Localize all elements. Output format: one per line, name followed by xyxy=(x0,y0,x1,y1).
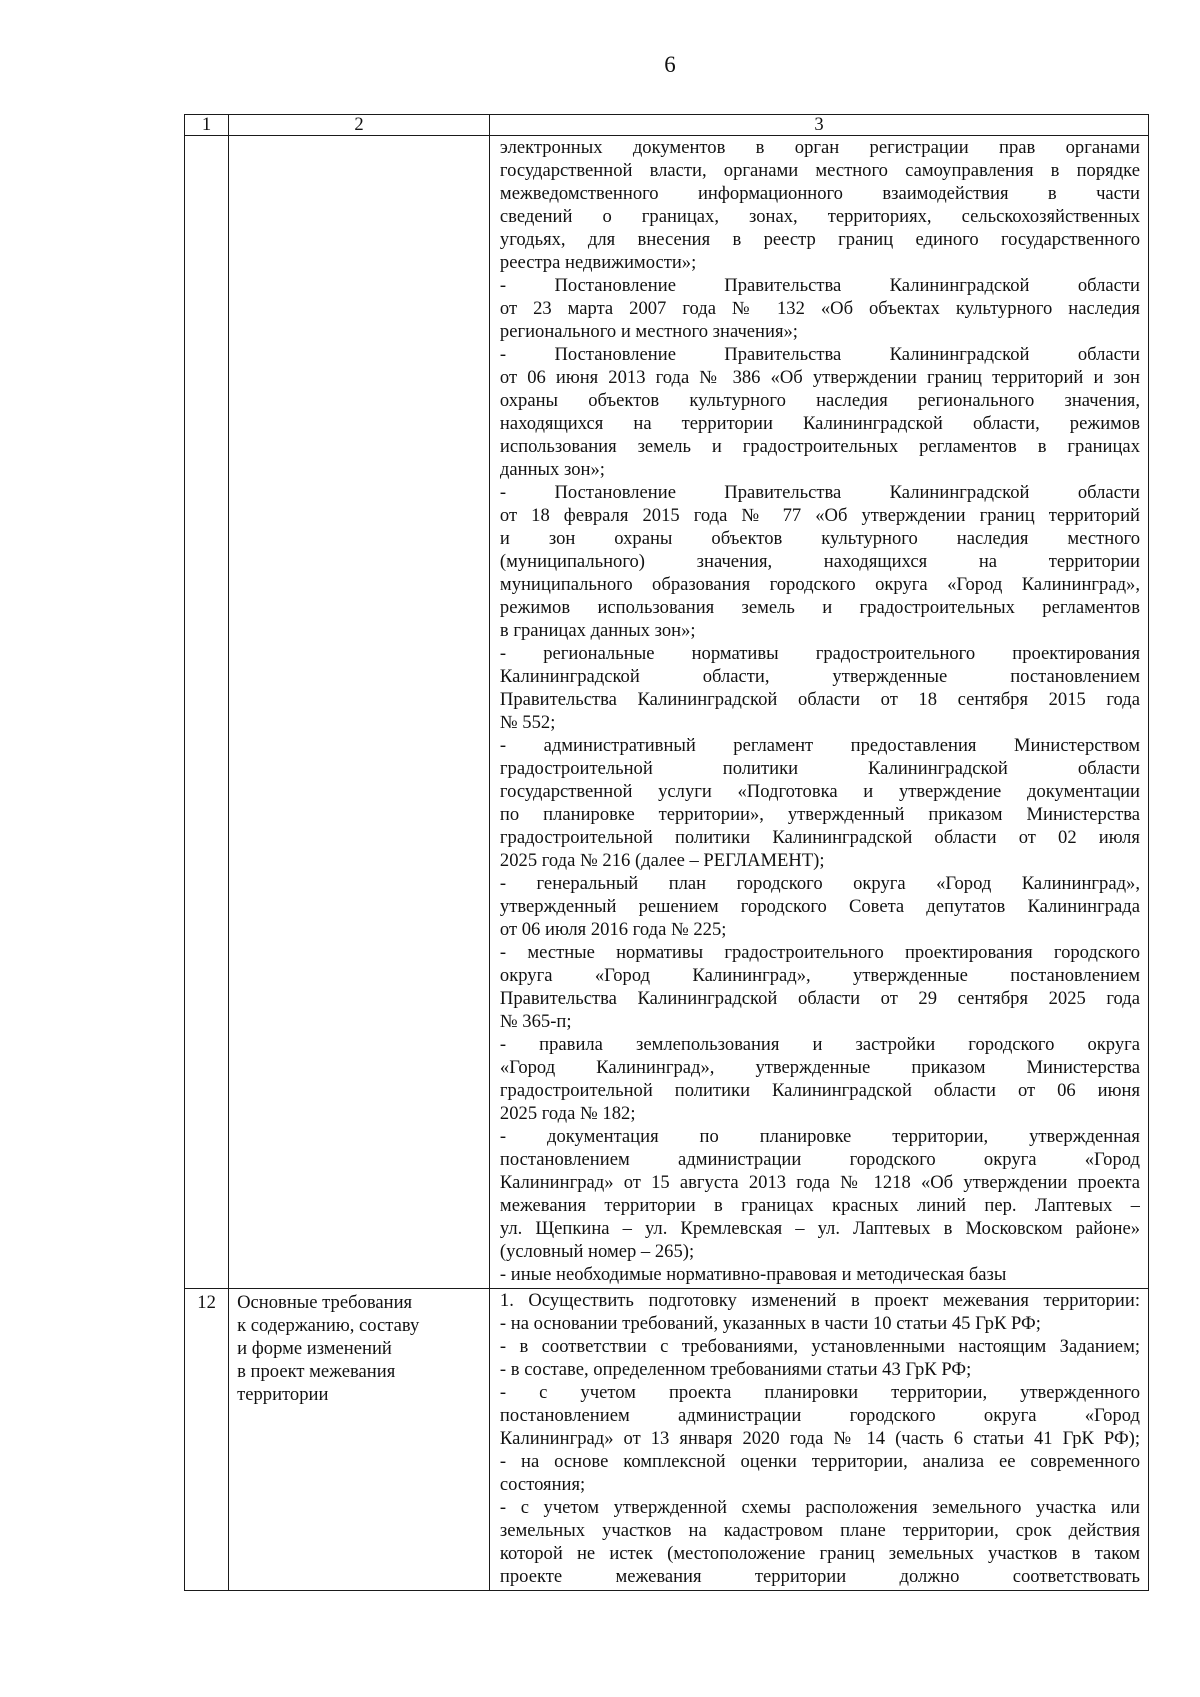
content-text-line: № 365-п; xyxy=(499,1011,572,1032)
page-number: 6 xyxy=(664,52,676,77)
content-text-line: Правительства Калининградской области от 29 сентября 2025 года xyxy=(499,988,1140,1009)
content-text-line: находящихся на территории Калининградской области, режимов xyxy=(499,413,1140,434)
requirements-table xyxy=(184,114,1149,1591)
content-text-line: постановлением администрации городского округа «Город xyxy=(499,1149,1140,1170)
content-text-line: сведений о границах, зонах, территориях, сельскохозяйственных xyxy=(499,206,1140,227)
content-text-line: данных зон»; xyxy=(499,459,605,480)
table-header-row xyxy=(185,115,1149,136)
content-text-line: - в соответствии с требованиями, установленными настоящим Заданием; xyxy=(499,1336,1140,1357)
content-text-line: - правила землепользования и застройки городского округа xyxy=(499,1034,1140,1055)
content-text-line: - Постановление Правительства Калининградской области xyxy=(499,344,1140,365)
column-header-2: 2 xyxy=(229,115,490,136)
content-text-line: - Постановление Правительства Калининградской области xyxy=(499,482,1140,503)
content-text-line: - с учетом утвержденной схемы расположения земельного участка или xyxy=(499,1497,1140,1518)
content-text-line: и зон охраны объектов культурного наследия местного xyxy=(499,528,1140,549)
content-text-line: регионального и местного значения»; xyxy=(499,321,798,342)
content-text-line: использования земель и градостроительных регламентов в границах xyxy=(499,436,1140,457)
content-text-line: государственной власти, органами местного самоуправления в порядке xyxy=(499,160,1140,181)
requirement-title-line: территории xyxy=(237,1384,329,1405)
requirement-title-cell xyxy=(229,136,490,1289)
content-text-line: проекте межевания территории должно соответствовать xyxy=(499,1566,1140,1587)
requirement-content-cell xyxy=(489,136,1148,1289)
content-text-line: от 18 февраля 2015 года № 77 «Об утверждении границ территорий xyxy=(499,505,1140,526)
content-text-line: земельных участков на кадастровом плане территории, срок действия xyxy=(499,1520,1140,1541)
content-text-line: Правительства Калининградской области от 18 сентября 2015 года xyxy=(499,689,1140,710)
content-text-line: (муниципального) значения, находящихся на территории xyxy=(499,551,1140,572)
content-text-line: по планировке территории», утвержденный приказом Министерства xyxy=(499,804,1140,825)
content-text-line: муниципального образования городского округа «Город Калининград», xyxy=(499,574,1140,595)
content-text-line: ул. Щепкина – ул. Кремлевская – ул. Лаптевых в Московском районе» xyxy=(499,1218,1140,1239)
content-text-line: - административный регламент предоставления Министерством xyxy=(499,735,1140,756)
content-text-line: межевания территории в границах красных линий пер. Лаптевых – xyxy=(499,1195,1140,1216)
content-text-line: охраны объектов культурного наследия регионального значения, xyxy=(499,390,1140,411)
content-text-line: угодьях, для внесения в реестр границ единого государственного xyxy=(499,229,1140,250)
content-text-line: (условный номер – 265); xyxy=(499,1241,695,1262)
content-text-line: от 06 июля 2016 года № 225; xyxy=(499,919,727,940)
requirement-title-line: к содержанию, составу xyxy=(237,1315,420,1336)
content-text-line: постановлением администрации городского округа «Город xyxy=(499,1405,1140,1426)
content-text-line: 2025 года № 216 (далее – РЕГЛАМЕНТ); xyxy=(499,850,825,871)
content-text-line: - на основе комплексной оценки территории, анализа ее современного xyxy=(499,1451,1140,1472)
table-row xyxy=(185,1289,1149,1591)
content-text-line: - региональные нормативы градостроительного проектирования xyxy=(499,643,1140,664)
content-text-line: межведомственного информационного взаимодействия в части xyxy=(499,183,1140,204)
content-text-line: градостроительной политики Калининградской области от 02 июля xyxy=(499,827,1140,848)
content-text-line: от 06 июня 2013 года № 386 «Об утверждении границ территорий и зон xyxy=(499,367,1140,388)
requirement-title-line: и форме изменений xyxy=(237,1338,392,1359)
requirement-title-line: в проект межевания xyxy=(237,1361,396,1382)
table-body xyxy=(185,136,1149,1591)
content-text-line: электронных документов в орган регистрации прав органами xyxy=(499,137,1140,158)
content-text-line: 1. Осуществить подготовку изменений в проект межевания территории: xyxy=(499,1290,1140,1311)
content-text-line: градостроительной политики Калининградской области xyxy=(499,758,1140,779)
content-text-line: режимов использования земель и градостроительных регламентов xyxy=(499,597,1140,618)
content-text-line: которой не истек (местоположение границ земельных участков в таком xyxy=(499,1543,1140,1564)
requirement-content-cell xyxy=(489,1289,1148,1591)
content-text-line: Калининградской области, утвержденные постановлением xyxy=(499,666,1140,687)
content-text-line: Калининград» от 13 января 2020 года № 14 (часть 6 статьи 41 ГрК РФ); xyxy=(499,1428,1140,1449)
content-text-line: - генеральный план городского округа «Город Калининград», xyxy=(499,873,1140,894)
content-text-line: реестра недвижимости»; xyxy=(499,252,697,273)
content-text-line: - документация по планировке территории, утвержденная xyxy=(499,1126,1140,1147)
content-text-line: утвержденный решением городского Совета депутатов Калининграда xyxy=(499,896,1140,917)
table-row xyxy=(185,136,1149,1289)
content-text-line: в границах данных зон»; xyxy=(499,620,696,641)
content-text-line: - Постановление Правительства Калининградской области xyxy=(499,275,1140,296)
content-text-line: - иные необходимые нормативно-правовая и методическая базы xyxy=(499,1264,1007,1285)
content-text-line: 2025 года № 182; xyxy=(499,1103,636,1124)
content-text-line: - на основании требований, указанных в части 10 статьи 45 ГрК РФ; xyxy=(499,1313,1041,1334)
column-header-1: 1 xyxy=(185,115,229,136)
content-text-line: - с учетом проекта планировки территории, утвержденного xyxy=(499,1382,1140,1403)
row-number-cell: 12 xyxy=(185,1289,229,1591)
content-text-line: состояния; xyxy=(499,1474,586,1495)
content-text-line: государственной услуги «Подготовка и утверждение документации xyxy=(499,781,1140,802)
content-text-line: градостроительной политики Калининградской области от 06 июня xyxy=(499,1080,1140,1101)
row-number-cell xyxy=(185,136,229,1289)
requirement-title-line: Основные требования xyxy=(237,1292,413,1313)
column-header-3: 3 xyxy=(489,115,1148,136)
content-text-line: «Город Калининград», утвержденные приказом Министерства xyxy=(499,1057,1140,1078)
requirement-title-cell xyxy=(229,1289,490,1591)
content-text-line: № 552; xyxy=(499,712,556,733)
content-text-line: Калининград» от 15 августа 2013 года № 1218 «Об утверждении проекта xyxy=(499,1172,1140,1193)
content-text-line: - местные нормативы градостроительного проектирования городского xyxy=(499,942,1140,963)
content-text-line: от 23 марта 2007 года № 132 «Об объектах культурного наследия xyxy=(499,298,1140,319)
content-text-line: округа «Город Калининград», утвержденные постановлением xyxy=(499,965,1140,986)
content-text-line: - в составе, определенном требованиями статьи 43 ГрК РФ; xyxy=(499,1359,972,1380)
